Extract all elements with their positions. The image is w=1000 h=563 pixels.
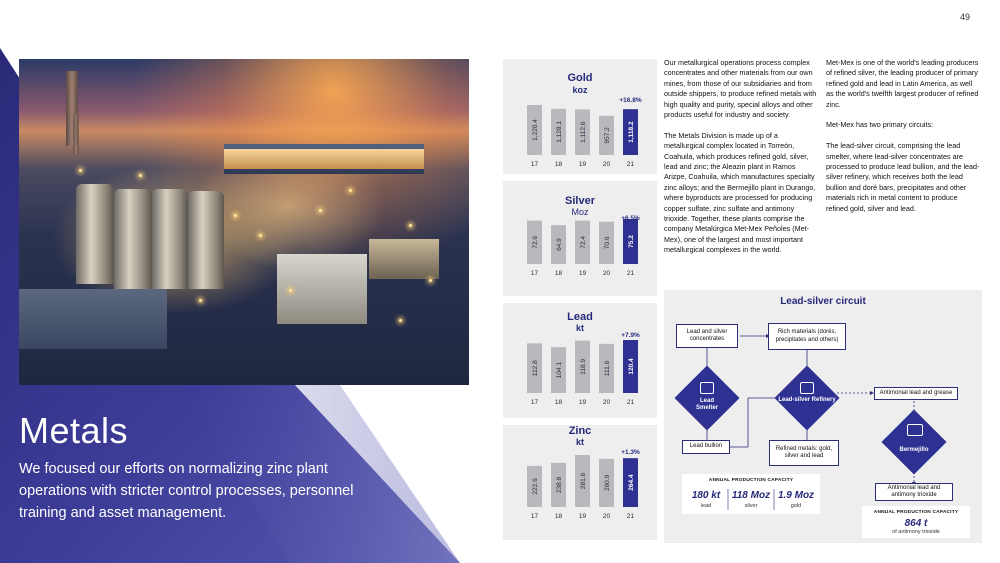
- capacity-title: ANNUAL PRODUCTION CAPACITY: [873, 510, 959, 515]
- capacity-silver-value: 118 Moz: [731, 490, 771, 501]
- paragraph: The lead-silver circuit, comprising the lead smelter, where lead-silver concentrates are processed to produce lead bullion, and the lead-silver refinery, which receives both the lead bullion and doré bars, precipitates and other materials rich in metal content to produce refined gold, silver and lead.: [826, 141, 980, 213]
- x-tick-label: 21: [626, 270, 635, 277]
- metric-title: Lead: [567, 311, 593, 323]
- bar-value-label: 281.6: [580, 472, 587, 490]
- x-tick-label: 20: [602, 399, 611, 406]
- lead-silver-circuit-diagram: [664, 290, 982, 543]
- zinc-production-panel: [503, 425, 657, 540]
- capacity-title: ANNUAL PRODUCTION CAPACITY: [708, 478, 794, 483]
- x-tick-label: 19: [578, 161, 587, 168]
- lead-bar-chart: [503, 303, 657, 418]
- x-tick-label: 19: [578, 513, 587, 520]
- paragraph: Our metallurgical operations process complex concentrates and other materials from our own mines, from those of our subsidiaries and from outside shippers, to produce refined metals with high quality and purity, special alloys and other products useful for industry and society.: [664, 58, 817, 120]
- x-tick-label: 18: [554, 513, 563, 520]
- x-tick-label: 20: [602, 513, 611, 520]
- silver-production-panel: [503, 181, 657, 296]
- bar-value-label: 70.6: [604, 236, 611, 250]
- bar-value-label: 238.8: [556, 476, 563, 494]
- change-percent-label: +6.5%: [621, 215, 640, 222]
- rich-materials-box: Rich materials (dorés, precipitates and others): [768, 323, 846, 350]
- x-tick-label: 21: [626, 399, 635, 406]
- change-percent-label: +7.9%: [621, 332, 640, 339]
- antimonial-lead-grease-box: Antimonial lead and grease: [874, 387, 958, 400]
- bar-value-label: 1,118.2: [628, 121, 635, 143]
- bar-value-label: 260.9: [604, 474, 611, 492]
- metric-unit: kt: [575, 437, 584, 447]
- bar-value-label: 72.4: [580, 236, 587, 249]
- bar-value-label: 64.9: [556, 238, 563, 251]
- bar-value-label: 120.4: [628, 358, 635, 375]
- antimony-capacity-value: 864 t: [904, 518, 928, 529]
- bar-value-label: 111.6: [604, 360, 611, 377]
- capacity-silver-label: silver: [744, 503, 758, 509]
- change-percent-label: +1.3%: [621, 449, 640, 456]
- bar-value-label: 104.1: [556, 361, 563, 379]
- smelter-icon: [700, 382, 714, 394]
- gold-bar-chart: [503, 59, 657, 174]
- capacity-lead-label: lead: [700, 503, 712, 509]
- page-number: 49: [959, 12, 970, 22]
- x-tick-label: 18: [554, 161, 563, 168]
- x-tick-label: 17: [530, 161, 539, 168]
- silver-bar-chart: [503, 181, 657, 296]
- x-tick-label: 17: [530, 270, 539, 277]
- body-text-column-1: [664, 58, 819, 266]
- bermejillo-label: Bermejillo: [899, 447, 929, 453]
- metric-title: Zinc: [568, 425, 592, 437]
- bermejillo-plant-icon: [907, 424, 923, 436]
- x-tick-label: 18: [554, 399, 563, 406]
- bar-value-label: 957.2: [604, 127, 611, 144]
- bar-value-label: 72.6: [532, 235, 539, 249]
- capacity-dividers: [682, 474, 820, 514]
- refinery-icon: [800, 382, 814, 394]
- paragraph: Met-Mex is one of the world's leading producers of refined silver, the leading producer of primary refined gold and lead in Latin America, as well as the world's twelfth largest producer of refined zinc.: [826, 58, 979, 109]
- capacity-lead-value: 180 kt: [691, 490, 721, 501]
- bar-value-label: 1,128.1: [556, 121, 563, 143]
- capacity-gold-value: 1.9 Moz: [777, 490, 815, 501]
- x-tick-label: 18: [554, 270, 563, 277]
- body-text-column-2: [826, 58, 981, 224]
- refined-metals-box: Refined metals: gold, silver and lead: [769, 440, 839, 466]
- metric-title: Silver: [565, 195, 595, 207]
- antimony-trioxide-box: Antimonial lead and antimony trioxide: [875, 483, 953, 501]
- lead-bullion-box: Lead bullion: [682, 440, 730, 454]
- bar-value-label: 75.2: [628, 235, 635, 248]
- metallurgical-plant-photo: [19, 59, 469, 385]
- x-tick-label: 19: [578, 399, 587, 406]
- diagram-title: Lead-silver circuit: [780, 296, 866, 307]
- x-tick-label: 19: [578, 270, 587, 277]
- section-description: We focused our efforts on normalizing zinc plant operations with stricter control processes, personnel training and asset management.: [19, 461, 354, 521]
- x-tick-label: 21: [626, 161, 635, 168]
- bar-value-label: 222.6: [532, 478, 539, 495]
- antimony-capacity-label: of antimony trioxide: [892, 529, 940, 535]
- metric-unit: koz: [572, 85, 588, 95]
- x-tick-label: 17: [530, 399, 539, 406]
- metric-unit: kt: [575, 323, 584, 333]
- lead-production-panel: [503, 303, 657, 418]
- x-tick-label: 20: [602, 270, 611, 277]
- x-tick-label: 20: [602, 161, 611, 168]
- concentrates-box: Lead and silver concentrates: [676, 324, 738, 348]
- x-tick-label: 21: [626, 513, 635, 520]
- change-percent-label: +16.8%: [619, 97, 642, 104]
- paragraph: The Metals Division is made up of a metallurgical complex located in Torreón, Coahuila, which produces refined gold, silver, lead and zinc; the Aleazin plant in Ramos Arizpe, Coahuila, which manufactures specialty zinc alloys; and the Bermejillo plant in Durango, where byproducts are processed for producing copper sulfate, zinc sulfate and antimony trioxide. Together, these plants comprise the company Metalúrgica Met-Mex Peñoles (Met-Mex), one of the largest and most important metallurgical complexes in the world.: [664, 130, 816, 255]
- gold-production-panel: [503, 59, 657, 174]
- annual-capacity-box: [682, 474, 820, 514]
- refinery-label: Lead-silver Refinery: [778, 397, 836, 403]
- metric-title: Gold: [567, 72, 593, 84]
- section-title: Metals: [19, 410, 129, 451]
- bermejillo-capacity-box: [862, 506, 970, 538]
- bar-value-label: 1,112.6: [580, 121, 587, 143]
- metric-unit: Moz: [571, 207, 589, 217]
- x-tick-label: 17: [530, 513, 539, 520]
- bar-value-label: 112.8: [532, 360, 539, 377]
- paragraph: Met-Mex has two primary circuits:: [826, 120, 934, 130]
- bar-value-label: 264.4: [628, 474, 635, 491]
- bar-value-label: 1,220.4: [532, 119, 539, 141]
- lead-smelter-label: Lead Smelter: [695, 398, 718, 411]
- capacity-gold-label: gold: [790, 503, 802, 509]
- zinc-bar-chart: [503, 425, 657, 540]
- bar-value-label: 118.9: [580, 358, 587, 375]
